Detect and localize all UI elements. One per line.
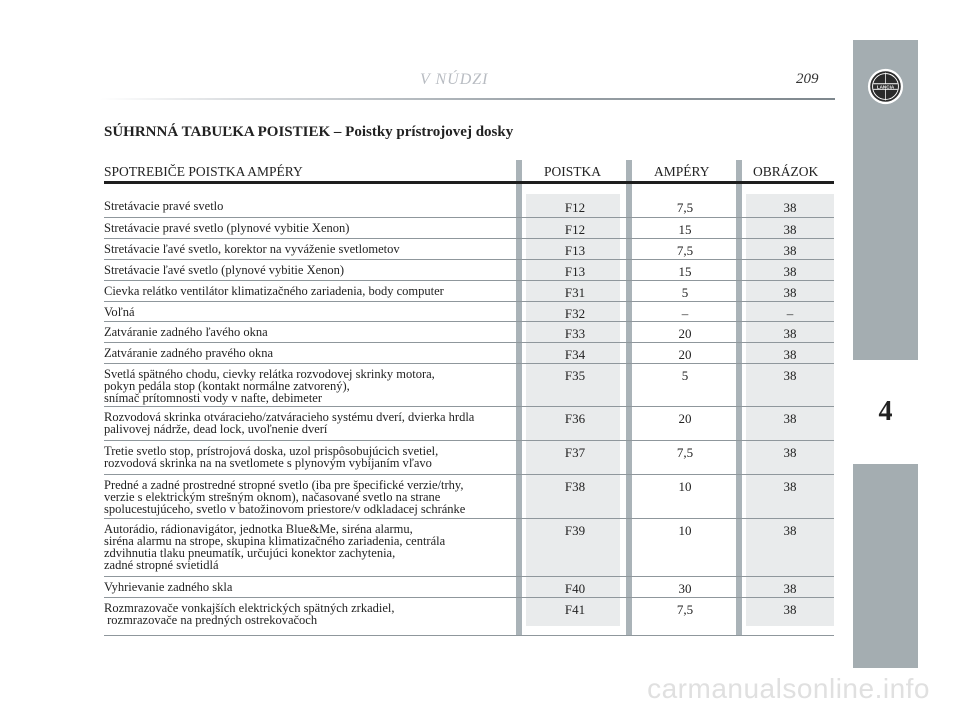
- fuse-number: F35: [564, 368, 586, 383]
- page-number: 209: [796, 71, 819, 87]
- consumer-description: Tretie svetlo stop, prístrojová doska, uzol prispôsobujúcich svetiel, rozvodová skrinka na na svetlomete s plynovým vybíjaním vľavo: [104, 444, 439, 470]
- section-title: SÚHRNNÁ TABUĽKA POISTIEK – Poistky prístrojovej dosky: [104, 124, 514, 140]
- chapter-number: 4: [853, 360, 918, 464]
- header-figure: OBRÁZOK: [753, 164, 819, 179]
- ampere-rating: 15: [678, 264, 692, 279]
- table-row: [0, 519, 960, 577]
- consumer-description: Vyhrievanie zadného skla: [104, 580, 233, 594]
- fuse-number: F34: [564, 347, 586, 362]
- figure-reference: 38: [783, 411, 797, 426]
- table-row: [0, 302, 960, 322]
- fuse-number: F38: [564, 479, 586, 494]
- header-fuse: POISTKA: [544, 164, 602, 179]
- fuse-number: F36: [564, 411, 586, 426]
- ampere-rating: 7,5: [676, 243, 694, 258]
- fuse-number: F13: [564, 264, 586, 279]
- consumer-description: Voľná: [104, 305, 135, 319]
- consumer-description: Zatváranie zadného pravého okna: [104, 346, 274, 360]
- ampere-rating: 5: [681, 368, 689, 383]
- fuse-number: F39: [564, 523, 586, 538]
- figure-reference: 38: [783, 479, 797, 494]
- consumer-description: Autorádio, rádionavigátor, jednotka Blue&Me, siréna alarmu, siréna alarmu na strope, skupina klimatizačného zariadenia, centrála zdvihnutia tlaku pneumatík, určujúci konektor zachytenia, zadné stropné svietidlá: [104, 522, 446, 572]
- figure-reference: –: [786, 306, 794, 321]
- consumer-description: Rozmrazovače vonkajších elektrických spätných zrkadiel, rozmrazovače na predných ostrekovačoch: [104, 601, 395, 627]
- table-row: [0, 196, 960, 218]
- table-row: [0, 577, 960, 598]
- figure-reference: 38: [783, 222, 797, 237]
- consumer-description: Zatváranie zadného ľavého okna: [104, 325, 268, 339]
- ampere-rating: –: [681, 306, 689, 321]
- ampere-rating: 20: [678, 347, 692, 362]
- consumer-description: Stretávacie ľavé svetlo (plynové vybitie Xenon): [104, 263, 345, 277]
- consumer-description: Stretávacie pravé svetlo (plynové vybitie Xenon): [104, 221, 350, 235]
- fuse-number: F13: [564, 243, 586, 258]
- ampere-rating: 7,5: [676, 445, 694, 460]
- table-row: [0, 239, 960, 260]
- consumer-description: Stretávacie pravé svetlo: [104, 199, 224, 213]
- table-row: [0, 218, 960, 239]
- watermark: carmanualsonline.info: [647, 673, 930, 704]
- figure-reference: 38: [783, 368, 797, 383]
- ampere-rating: 10: [678, 523, 692, 538]
- lancia-logo-text: LANCIA: [876, 84, 895, 90]
- fuse-number: F32: [564, 306, 586, 321]
- figure-reference: 38: [783, 285, 797, 300]
- fuse-number: F12: [564, 222, 586, 237]
- table-row: [0, 598, 960, 636]
- header-rule: [100, 98, 835, 100]
- fuse-number: F41: [564, 602, 586, 617]
- figure-reference: 38: [783, 602, 797, 617]
- figure-reference: 38: [783, 445, 797, 460]
- consumer-description: Svetlá spätného chodu, cievky relátka rozvodovej skrinky motora, pokyn pedála stop (kontakt normálne zatvorený), snímač prítomnosti vody v nafte, debimeter: [104, 367, 435, 405]
- fuse-number: F31: [564, 285, 586, 300]
- ampere-rating: 30: [678, 581, 692, 596]
- figure-reference: 38: [783, 326, 797, 341]
- ampere-rating: 7,5: [676, 200, 694, 215]
- fuse-number: F33: [564, 326, 586, 341]
- ampere-rating: 20: [678, 411, 692, 426]
- figure-reference: 38: [783, 243, 797, 258]
- consumer-description: Predné a zadné prostredné stropné svetlo (iba pre špecifické verzie/trhy, verzie s elektrickým strešným oknom), načasované svetlo na strane spolucestujúceho, svetlo v batožinovom priestore/v odkladacej schránke: [104, 478, 466, 516]
- table-row: [0, 322, 960, 343]
- fuse-number: F37: [564, 445, 586, 460]
- ampere-rating: 15: [678, 222, 692, 237]
- table-row: [0, 441, 960, 475]
- table-row: [0, 260, 960, 281]
- figure-reference: 38: [783, 347, 797, 362]
- fuse-number: F40: [564, 581, 586, 596]
- header-consumers: SPOTREBIČE POISTKA AMPÉRY: [104, 164, 303, 179]
- figure-reference: 38: [783, 264, 797, 279]
- table-row: [0, 407, 960, 441]
- table-row: [0, 281, 960, 302]
- table-row: [0, 364, 960, 407]
- consumer-description: Cievka relátko ventilátor klimatizačného zariadenia, body computer: [104, 284, 444, 298]
- figure-reference: 38: [783, 581, 797, 596]
- header-amperes: AMPÉRY: [654, 164, 710, 179]
- ampere-rating: 20: [678, 326, 692, 341]
- row-divider: [104, 635, 834, 636]
- consumer-description: Rozvodová skrinka otváracieho/zatváracieho systému dverí, dvierka hrdla palivovej nádrže, dead lock, uvoľnenie dverí: [104, 410, 475, 436]
- figure-reference: 38: [783, 523, 797, 538]
- header-rule: [104, 181, 834, 184]
- ampere-rating: 5: [681, 285, 689, 300]
- table-row: [0, 343, 960, 364]
- figure-reference: 38: [783, 200, 797, 215]
- consumer-description: Stretávacie ľavé svetlo, korektor na vyváženie svetlometov: [104, 242, 400, 256]
- lancia-logo-icon: [867, 68, 904, 105]
- fuse-number: F12: [564, 200, 586, 215]
- page-header-title: V NÚDZI: [420, 71, 489, 88]
- ampere-rating: 7,5: [676, 602, 694, 617]
- ampere-rating: 10: [678, 479, 692, 494]
- table-row: [0, 475, 960, 519]
